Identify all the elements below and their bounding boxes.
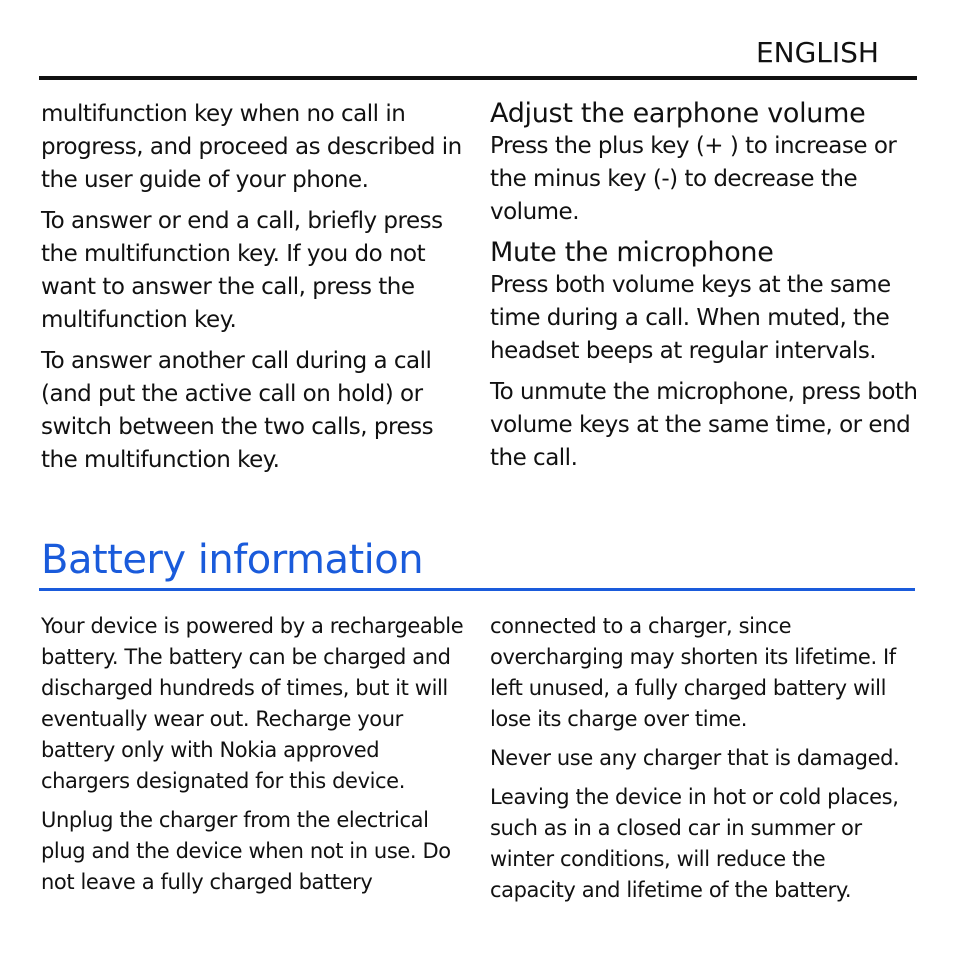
section-rule xyxy=(39,588,915,591)
paragraph-volume: Press the plus key (+ ) to increase or the minus key (-) to decrease the volume. xyxy=(490,133,897,225)
language-label: ENGLISH xyxy=(755,36,879,69)
paragraph-mute: Press both volume keys at the same time during a call. When muted, the headset beeps at regular intervals. xyxy=(490,272,891,364)
paragraph-damaged-charger: Never use any charger that is damaged. xyxy=(490,746,900,770)
heading-adjust-volume: Adjust the earphone volume xyxy=(490,98,866,129)
paragraph-unplug-charger: Unplug the charger from the electrical plug and the device when not in use. Do not leave a fully charged battery xyxy=(41,808,451,894)
section-title-battery: Battery information xyxy=(41,537,424,583)
paragraph-unmute: To unmute the microphone, press both volume keys at the same time, or end the call. xyxy=(490,379,918,471)
paragraph-answer-end-call: To answer or end a call, briefly press the multifunction key. If you do not want to answer the call, press the multifunction key. xyxy=(41,208,443,333)
top-left-column xyxy=(41,98,471,485)
top-right-column xyxy=(490,98,920,483)
battery-left-column xyxy=(41,611,476,906)
header-rule xyxy=(39,76,917,80)
heading-mute-microphone: Mute the microphone xyxy=(490,237,774,268)
paragraph-multifunction-key: multifunction key when no call in progress, and proceed as described in the user guide of your phone. xyxy=(41,101,462,193)
battery-right-column xyxy=(490,611,920,914)
paragraph-overcharging: connected to a charger, since overcharging may shorten its lifetime. If left unused, a fully charged battery will lose its charge over time. xyxy=(490,614,896,731)
paragraph-battery-powered: Your device is powered by a rechargeable battery. The battery can be charged and discharged hundreds of times, but it will eventually wear out. Recharge your battery only with Nokia approved chargers designated for this device. xyxy=(41,614,464,793)
paragraph-hot-cold: Leaving the device in hot or cold places, such as in a closed car in summer or winter conditions, will reduce the capacity and lifetime of the battery. xyxy=(490,785,899,902)
paragraph-another-call: To answer another call during a call (and put the active call on hold) or switch between the two calls, press the multifunction key. xyxy=(41,348,434,473)
